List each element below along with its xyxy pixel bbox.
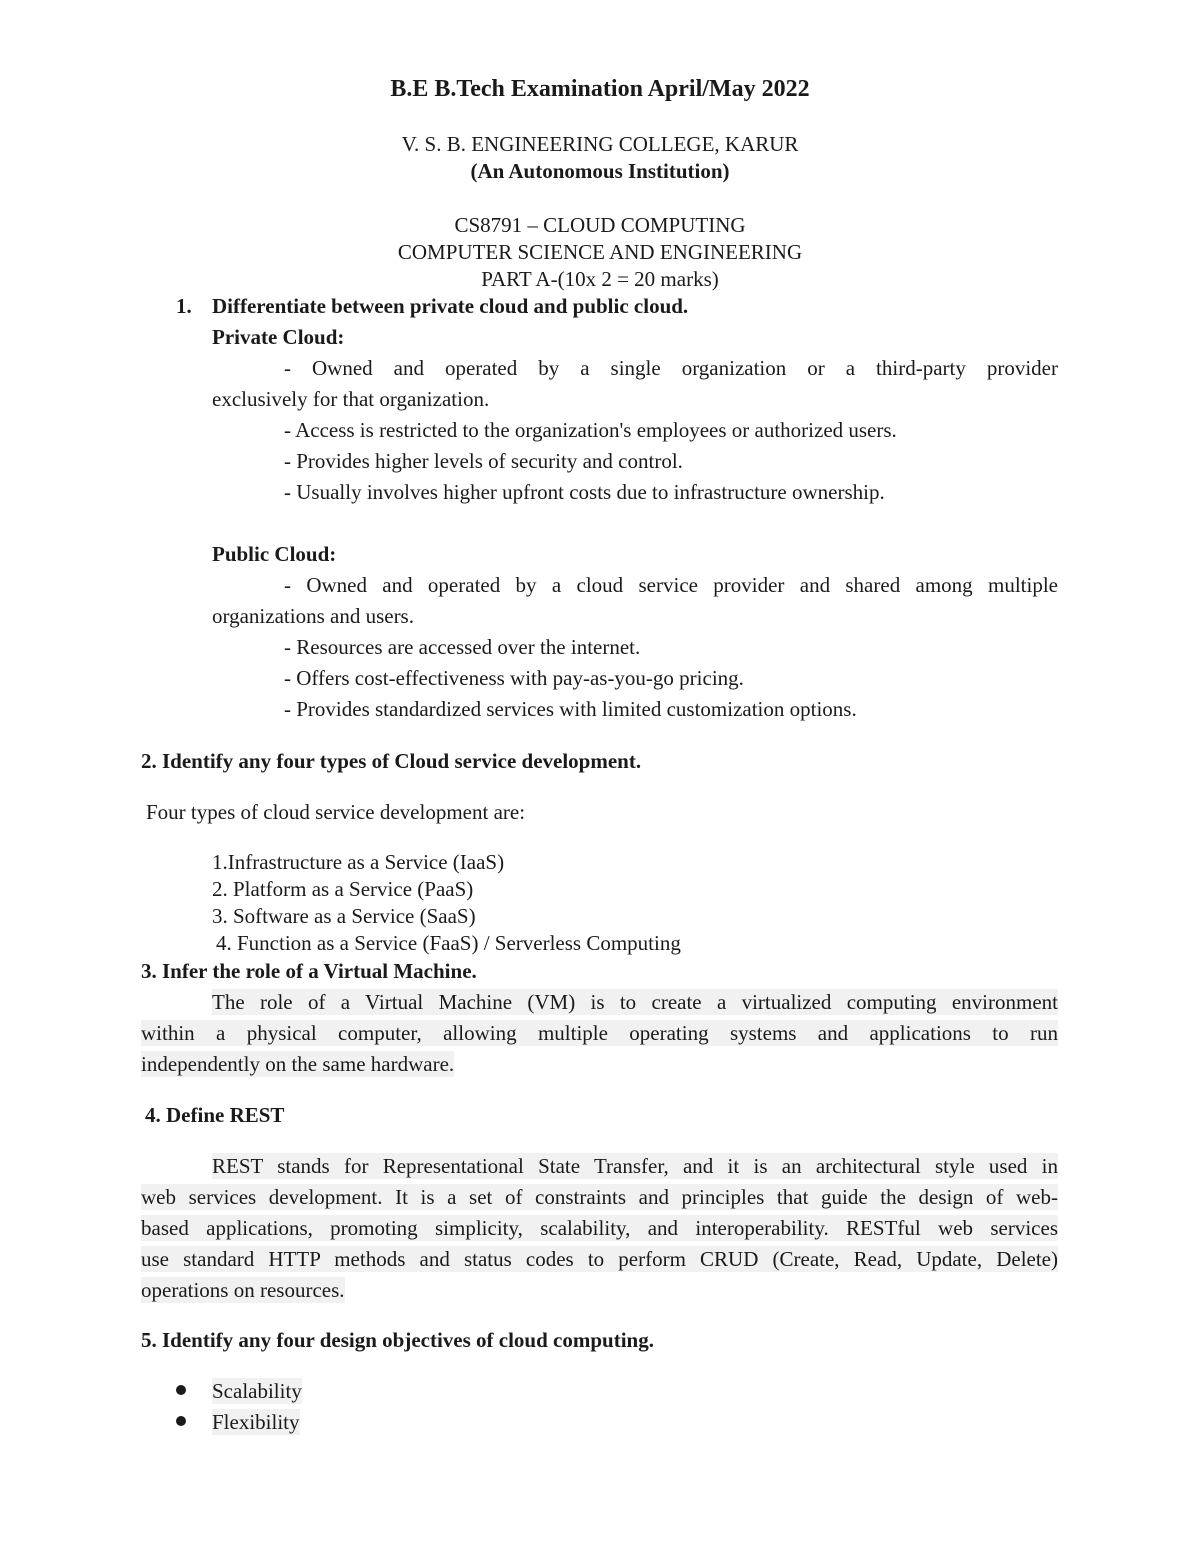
- college-name: V. S. B. ENGINEERING COLLEGE, KARUR: [401, 132, 799, 156]
- q3-answer-line: The role of a Virtual Machine (VM) is to create a virtualized computing environment: [212, 990, 1058, 1014]
- q3-answer-line: independently on the same hardware.: [141, 1052, 455, 1076]
- q2-question: 2. Identify any four types of Cloud service development.: [141, 749, 642, 773]
- bullet-icon: [176, 1385, 186, 1395]
- q2-item: 3. Software as a Service (SaaS): [212, 904, 476, 928]
- bullet-icon: [176, 1416, 186, 1426]
- q2-intro: Four types of cloud service development are:: [146, 800, 526, 824]
- q4-answer-line: operations on resources.: [141, 1278, 345, 1302]
- q2-item: 4. Function as a Service (FaaS) / Serverless Computing: [216, 931, 681, 955]
- course-title: CS8791 – CLOUD COMPUTING: [454, 213, 746, 237]
- q2-item: 1.Infrastructure as a Service (IaaS): [212, 850, 505, 874]
- public-point: - Owned and operated by a cloud service provider and shared among multiple: [284, 573, 1058, 597]
- public-point: - Offers cost-effectiveness with pay-as-you-go pricing.: [284, 666, 744, 690]
- q4-answer-line: use standard HTTP methods and status codes to perform CRUD (Create, Read, Update, Delete): [141, 1247, 1058, 1271]
- institution-type: (An Autonomous Institution): [470, 159, 730, 183]
- private-point: exclusively for that organization.: [212, 387, 490, 411]
- q1-number: 1.: [176, 294, 192, 318]
- q4-question: 4. Define REST: [145, 1103, 285, 1127]
- exam-title: B.E B.Tech Examination April/May 2022: [390, 76, 810, 102]
- public-point: organizations and users.: [212, 604, 414, 628]
- q5-item: Scalability: [212, 1379, 302, 1403]
- q3-question: 3. Infer the role of a Virtual Machine.: [141, 959, 477, 983]
- q3-answer-line: within a physical computer, allowing multiple operating systems and applications to run: [141, 1021, 1058, 1045]
- private-point: - Access is restricted to the organization's employees or authorized users.: [284, 418, 897, 442]
- private-point: - Provides higher levels of security and control.: [284, 449, 683, 473]
- public-point: - Provides standardized services with limited customization options.: [284, 697, 857, 721]
- private-point: - Owned and operated by a single organization or a third-party provider: [284, 356, 1058, 380]
- q1-question: Differentiate between private cloud and public cloud.: [212, 294, 689, 318]
- part-marks: PART A-(10x 2 = 20 marks): [481, 267, 719, 291]
- public-cloud-heading: Public Cloud:: [212, 542, 337, 566]
- q4-answer-line: web services development. It is a set of constraints and principles that guide the design of web-: [141, 1185, 1058, 1209]
- q5-item: Flexibility: [212, 1410, 300, 1434]
- q4-answer-line: based applications, promoting simplicity, scalability, and interoperability. RESTful web services: [141, 1216, 1058, 1240]
- q2-item: 2. Platform as a Service (PaaS): [212, 877, 474, 901]
- q5-question: 5. Identify any four design objectives of cloud computing.: [141, 1328, 654, 1352]
- department: COMPUTER SCIENCE AND ENGINEERING: [397, 240, 803, 264]
- public-point: - Resources are accessed over the internet.: [284, 635, 641, 659]
- q4-answer-line: REST stands for Representational State Transfer, and it is an architectural style used in: [212, 1154, 1058, 1178]
- private-point: - Usually involves higher upfront costs due to infrastructure ownership.: [284, 480, 885, 504]
- private-cloud-heading: Private Cloud:: [212, 325, 345, 349]
